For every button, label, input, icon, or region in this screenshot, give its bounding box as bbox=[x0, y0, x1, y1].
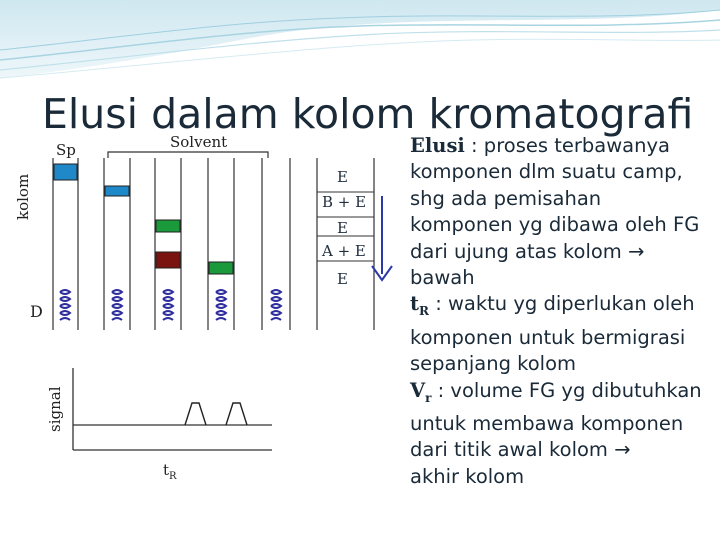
elusi-definition-line: Elusi : proses terbawanya bbox=[410, 134, 670, 157]
sp-label: Sp bbox=[56, 141, 76, 159]
page-title: Elusi dalam kolom kromatografi bbox=[42, 90, 694, 138]
band-blue-col2 bbox=[105, 186, 129, 196]
definitions-text bbox=[410, 133, 720, 490]
elusi-line-4: dari ujung atas kolom → bbox=[410, 239, 645, 263]
solvent-label: Solvent bbox=[170, 133, 228, 151]
detector-label: D bbox=[30, 302, 43, 321]
vr-line-2: dari titik awal kolom → bbox=[410, 438, 631, 462]
band-green-col3 bbox=[156, 220, 180, 232]
solvent-bracket bbox=[108, 152, 268, 158]
signal-label: signal bbox=[46, 386, 64, 432]
elusi-line-5: bawah bbox=[410, 266, 475, 290]
chromatogram-peaks bbox=[185, 403, 247, 425]
elution-label-2: B + E bbox=[322, 193, 367, 211]
elusi-line-2: shg ada pemisahan bbox=[410, 186, 602, 210]
elution-label-4: A + E bbox=[322, 242, 366, 260]
elution-label-3: E bbox=[337, 219, 348, 237]
elution-label-1: E bbox=[337, 168, 348, 186]
tr-axis-label: $t_R$ bbox=[163, 461, 177, 482]
tr-definition-line: $t_R$ : waktu yg diperlukan oleh bbox=[410, 292, 695, 319]
band-sample-mix bbox=[54, 164, 77, 180]
tr-line-1: komponen untuk bermigrasi bbox=[410, 325, 686, 349]
band-green-col4 bbox=[209, 262, 233, 274]
detector-coils bbox=[60, 290, 281, 320]
elution-label-5: E bbox=[337, 270, 348, 288]
vr-line-3: akhir kolom bbox=[410, 464, 525, 488]
kolom-label: kolom bbox=[14, 173, 32, 220]
tr-line-2: sepanjang kolom bbox=[410, 352, 577, 376]
vr-line-1: untuk membawa komponen bbox=[410, 411, 684, 435]
elusi-line-1: komponen dlm suatu camp, bbox=[410, 160, 683, 184]
vr-definition-line: $V_r$ : volume FG yg dibutuhkan bbox=[410, 378, 702, 405]
elusi-line-3: komponen yg dibawa oleh FG bbox=[410, 213, 700, 237]
band-darkred-col3 bbox=[156, 252, 180, 268]
